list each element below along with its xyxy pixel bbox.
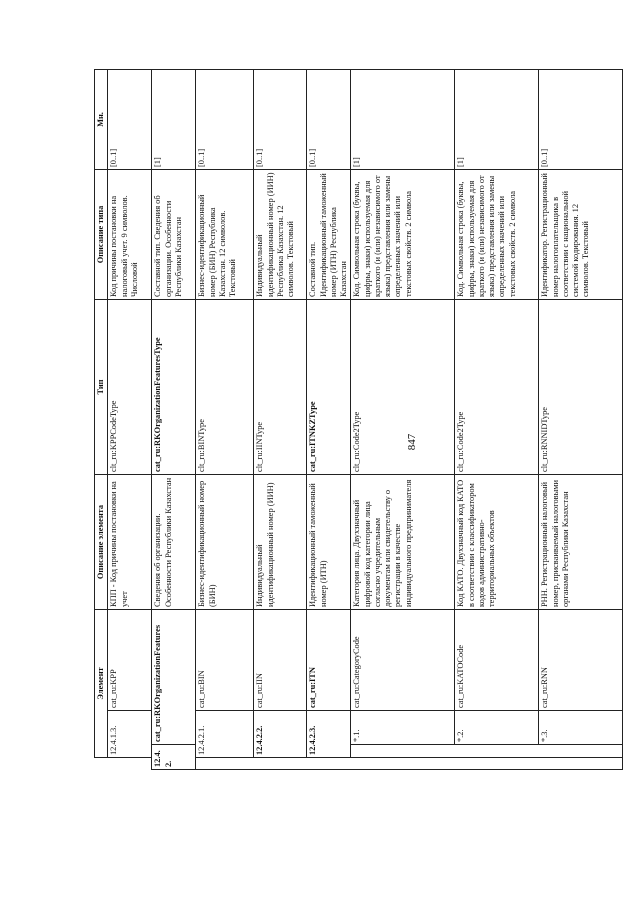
row-multiplicity: [0..1]: [108, 70, 152, 170]
page-number: 847: [406, 433, 418, 451]
row-type: cat_ru:RKOrganizationFeaturesType: [152, 300, 196, 475]
row-multiplicity: [0..1]: [539, 70, 623, 170]
header-element: Элемент: [95, 610, 108, 758]
row-description: Код КАТО. Двухзначный код КАТО в соответствии с классификатором кодов административно-территориальных объектов: [455, 475, 539, 610]
row-multiplicity: [1]: [455, 70, 539, 170]
header-type-description: Описание типа: [95, 170, 108, 300]
header-multiplicity: Мн.: [95, 70, 108, 170]
row-element: cat_ru:RKOrganizationFeatures: [152, 610, 196, 745]
elements-table: [94, 69, 623, 770]
row-indent: [539, 745, 623, 758]
rotated-table-container: [94, 70, 619, 770]
row-type-description: Составной тип. Сведения об организации. Особенности Республики Казахстан: [152, 170, 196, 300]
row-type: clt_ru:KPPCodeType: [108, 300, 152, 475]
row-element: cat_ru:ITN: [307, 610, 351, 711]
header-spacer: [95, 758, 108, 770]
row-element: cat_ru:IIN: [254, 610, 307, 711]
row-number: *.1.: [351, 711, 455, 745]
table-row: [108, 70, 152, 770]
row-multiplicity: [1]: [351, 70, 455, 170]
row-type-description: Код причины постановки на налоговый учет. 9 символов. Числовой: [108, 170, 152, 300]
row-type-description: Код. Символьная строка (буквы, цифры, знаки) используемая для краткого (и (или) независимого от языка) представления или замены определенных значений или текстовых свойств. 2 символа: [455, 170, 539, 300]
row-indent: [196, 758, 254, 770]
row-multiplicity: [0..1]: [254, 70, 307, 170]
row-multiplicity: [0..1]: [307, 70, 351, 170]
row-indent: [351, 745, 455, 758]
row-description: Индивидуальный идентификационный номер (ИИН): [254, 475, 307, 610]
row-indent: [307, 758, 351, 770]
row-element: cat_ru:BIN: [196, 610, 254, 711]
row-indent: [455, 758, 539, 770]
row-indent: [254, 758, 307, 770]
row-type-description: Идентификатор. Регистрационный номер налогоплательщика в соответствии с национальной системой кодирования. 12 символов. Текстовый: [539, 170, 623, 300]
row-element: cat_ru:KPP: [108, 610, 152, 711]
table-row: [196, 70, 254, 770]
row-indent: [455, 745, 539, 758]
row-type: clt_ru:RNNIDType: [539, 300, 623, 475]
header-type: Тип: [95, 300, 108, 475]
row-description: Сведения об организации. Особенности Республики Казахстан: [152, 475, 196, 610]
row-type: clt_ru:Code2Type: [351, 300, 455, 475]
row-multiplicity: [0..1]: [196, 70, 254, 170]
row-multiplicity: [1]: [152, 70, 196, 170]
table-row: [351, 70, 455, 770]
row-description: Категория лица. Двухзначный цифровой код категории лица согласно учредительным документам или свидетельству о регистрации в качестве индивидуального предпринимателя: [351, 475, 455, 610]
row-description: РНН. Регистрационный налоговый номер, присваиваемый налоговыми органами Республики Казахстан: [539, 475, 623, 610]
row-indent: [351, 758, 455, 770]
row-element: cat_ru:KATOCode: [455, 610, 539, 711]
table-row: [539, 70, 623, 770]
table-header-row: [95, 70, 108, 770]
row-number: 12.4.2.2.: [254, 711, 307, 758]
row-element: cat_ru:RNN: [539, 610, 623, 711]
header-description: Описание элемента: [95, 475, 108, 610]
row-number: *.3.: [539, 711, 623, 745]
row-number: *.2.: [455, 711, 539, 745]
row-type-description: Индивидуальный идентификационный номер (ИИН) Республика Казахстан. 12 символов. Текстовый: [254, 170, 307, 300]
row-number: 12.4.2.3.: [307, 711, 351, 758]
row-number: 12.4.2.: [152, 745, 196, 770]
table-row: [307, 70, 351, 770]
row-indent: [539, 758, 623, 770]
table-row: [152, 70, 196, 770]
row-type: clt_ru:Code2Type: [455, 300, 539, 475]
table-row: [455, 70, 539, 770]
row-type: clt_ru:BINType: [196, 300, 254, 475]
row-element: cat_ru:CategoryCode: [351, 610, 455, 711]
row-description: Бизнес-идентификационный номер (БИН): [196, 475, 254, 610]
row-description: Идентификационный таможенный номер (ИТН): [307, 475, 351, 610]
row-spacer: [108, 758, 152, 770]
row-type: clt_ru:IINType: [254, 300, 307, 475]
row-type: cat_ru:ITNKZType: [307, 300, 351, 475]
row-type-description: Составной тип. Идентификационный таможенный номер (ИТН) Республика Казахстан: [307, 170, 351, 300]
row-type-description: Код. Символьная строка (буквы, цифры, знаки) используемая для краткого (и (или) независимого от языка) представления или замены определенных значений или текстовых свойств. 2 символа: [351, 170, 455, 300]
row-number: 12.4.2.1.: [196, 711, 254, 758]
table-row: [254, 70, 307, 770]
row-description: КПП - Код причины постановки на учет: [108, 475, 152, 610]
row-type-description: Бизнес-идентификационный номер (БИН) Республика Казахстан. 12 символов. Текстовый: [196, 170, 254, 300]
row-number: 12.4.1.3.: [108, 711, 152, 758]
